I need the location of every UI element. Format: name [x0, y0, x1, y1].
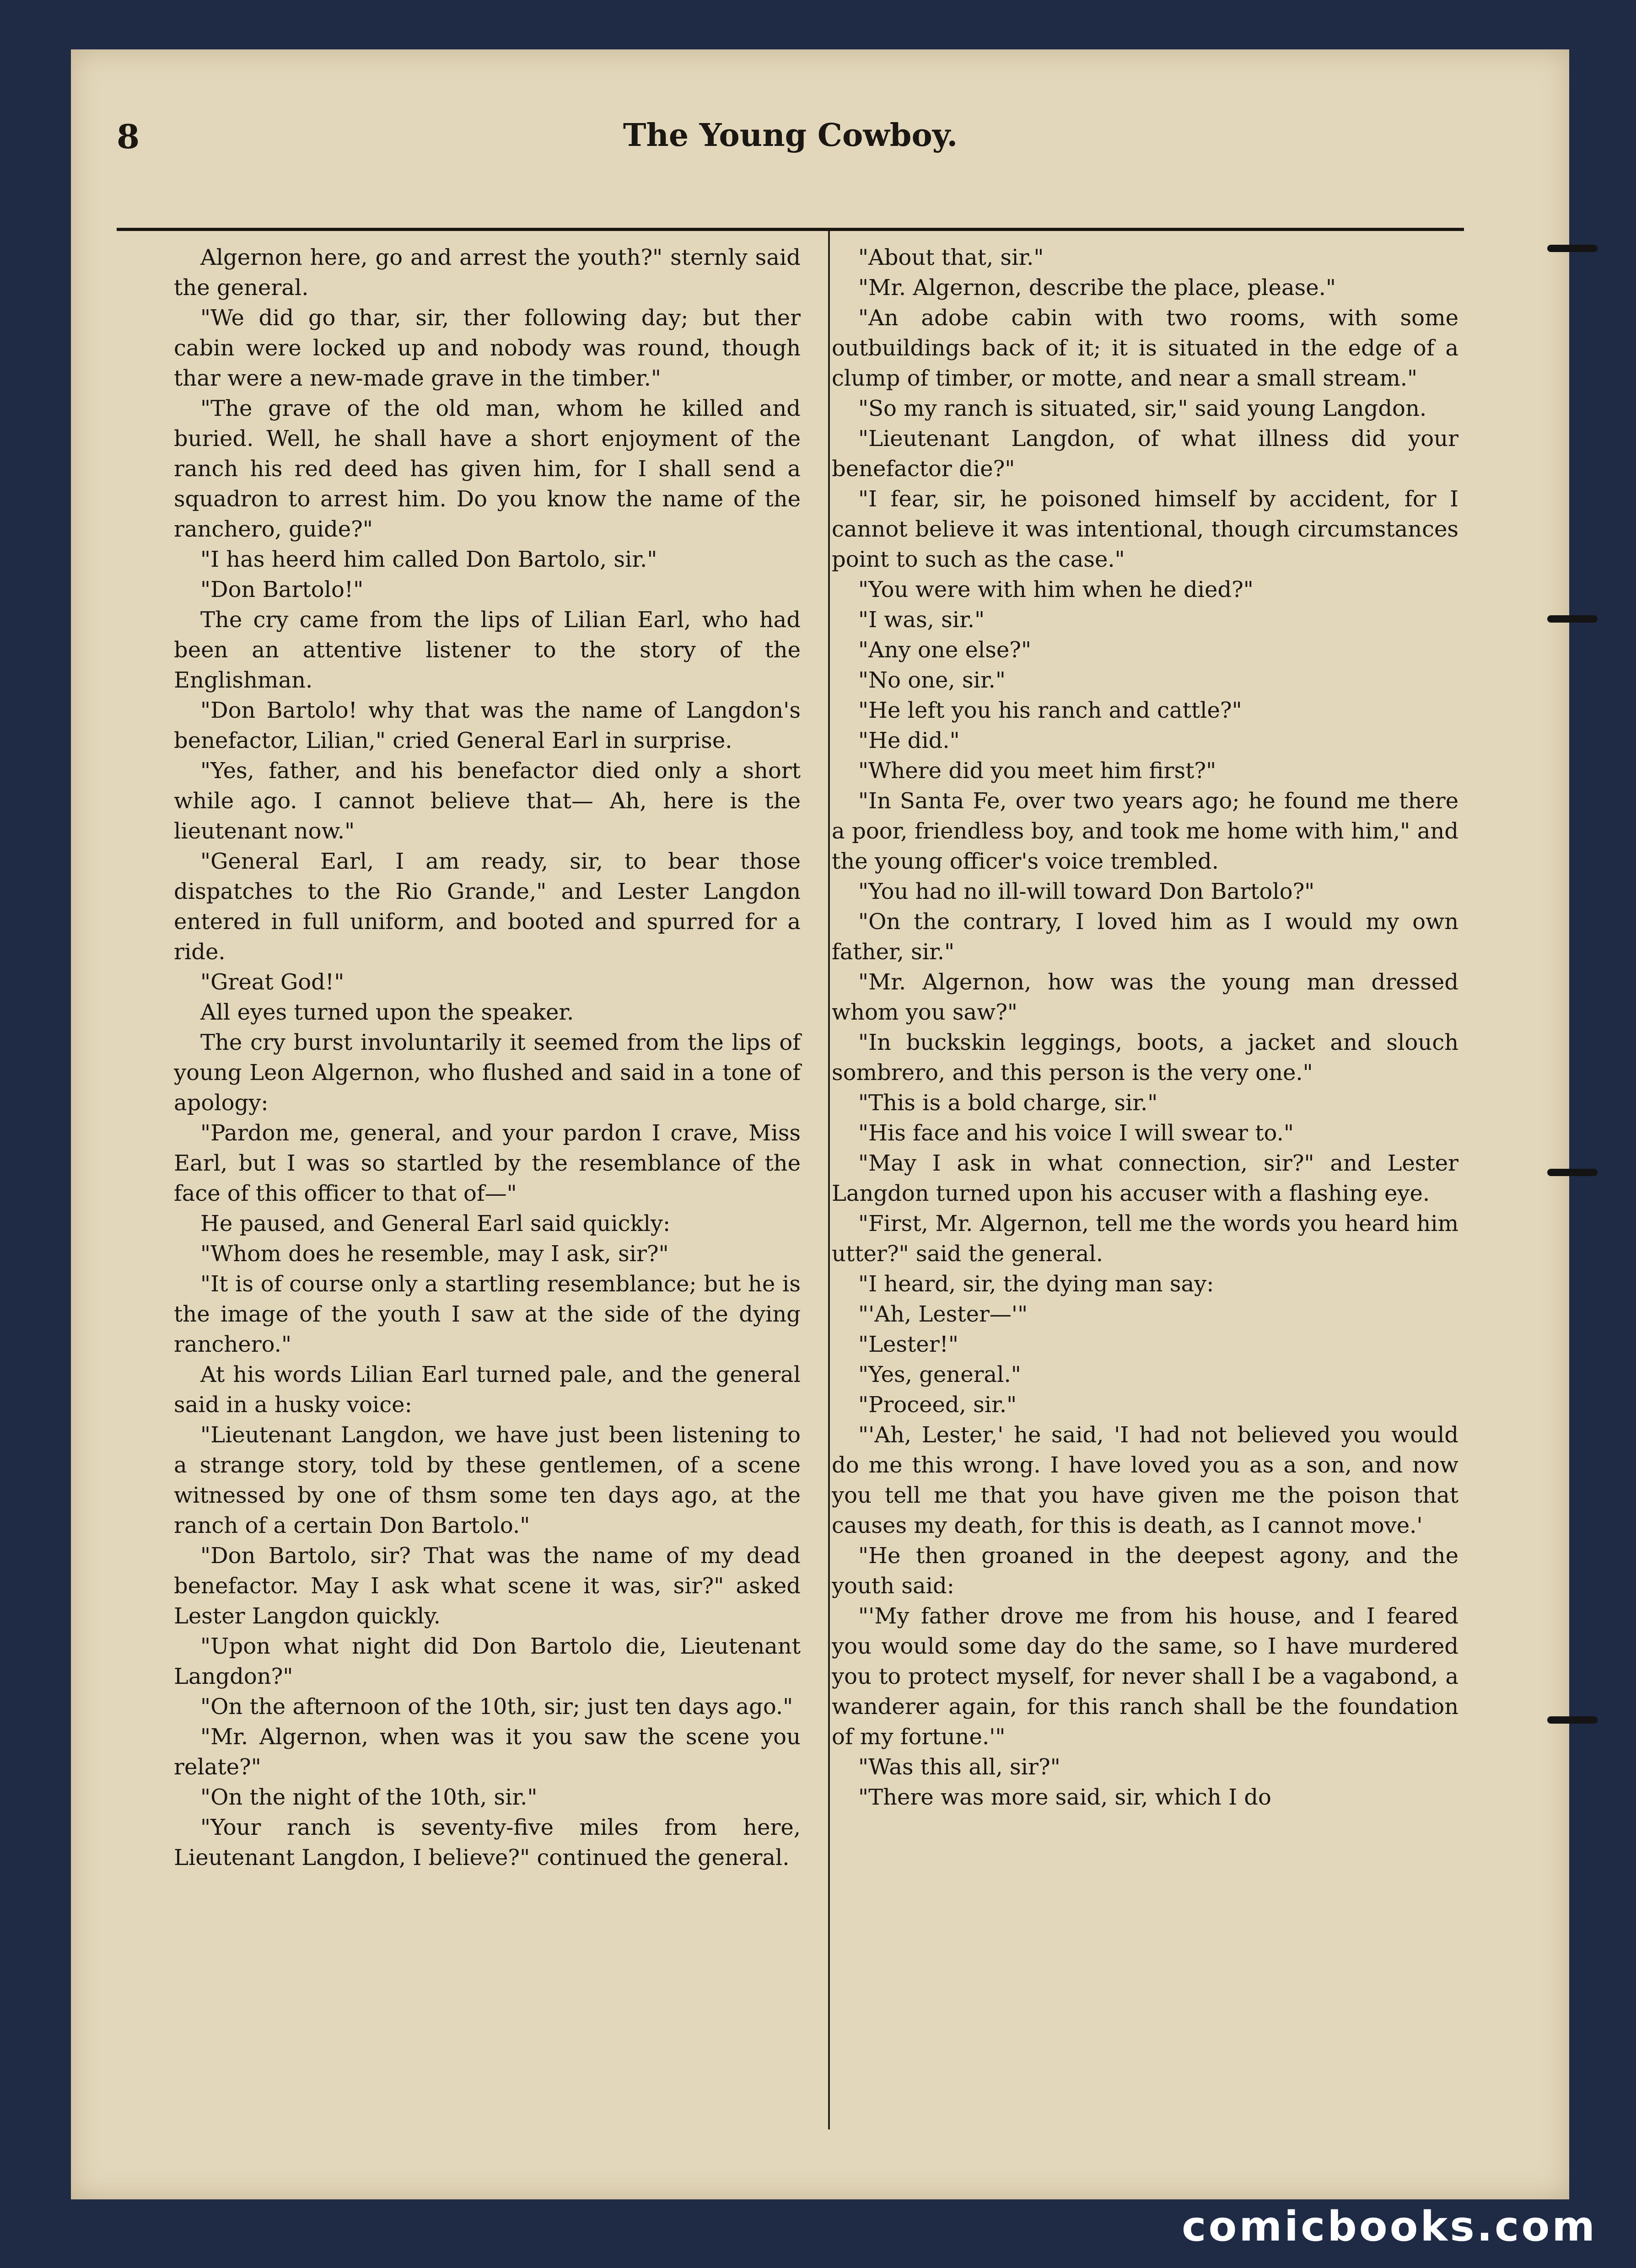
paragraph: "Lester!" [858, 1332, 958, 1357]
paragraph: "In buckskin leggings, boots, a jacket and slouch sombrero, and this person is the very one." [832, 1030, 1458, 1086]
paragraph: "'My father drove me from his house, and I feared you would some day do the same, so I have murdered you to protect myself, for never shall I be a vagabond, a wanderer again, for this ranch shall be the foundation of my fortune.'" [832, 1603, 1458, 1750]
staple-hole [1547, 1716, 1598, 1724]
header-rule [117, 228, 1464, 231]
paragraph: "He did." [858, 728, 960, 753]
paragraph: "You had no ill-will toward Don Bartolo?" [858, 879, 1315, 904]
staple-hole [1547, 245, 1598, 252]
page-header [117, 117, 1464, 186]
paragraph: "This is a bold charge, sir." [858, 1090, 1158, 1116]
paragraph: "He then groaned in the deepest agony, and the youth said: [832, 1543, 1458, 1599]
paragraph: "I has heerd him called Don Bartolo, sir." [200, 547, 657, 572]
paragraph: "Your ranch is seventy-five miles from here, Lieutenant Langdon, I believe?" continued the general. [174, 1815, 801, 1870]
paragraph: "Upon what night did Don Bartolo die, Lieutenant Langdon?" [174, 1634, 801, 1689]
paragraph: Algernon here, go and arrest the youth?" sternly said the general. [174, 245, 801, 301]
paragraph: "Yes, general." [858, 1362, 1021, 1387]
paragraph: "Don Bartolo!" [200, 577, 364, 602]
paragraph: "Mr. Algernon, describe the place, please." [858, 275, 1336, 301]
paragraph: All eyes turned upon the speaker. [200, 1000, 574, 1025]
paragraph: "Yes, father, and his benefactor died only a short while ago. I cannot believe that— Ah, here is the lieutenant now." [174, 758, 801, 844]
paragraph: "Was this all, sir?" [858, 1754, 1060, 1780]
paragraph: "In Santa Fe, over two years ago; he found me there a poor, friendless boy, and took me home with him," and the young officer's voice trembled. [832, 788, 1458, 874]
paragraph: He paused, and General Earl said quickly: [200, 1211, 671, 1236]
paragraph: "'Ah, Lester,' he said, 'I had not believed you would do me this wrong. I have loved you as a son, and now you tell me that you have given me the poison that causes my death, for this is death, as I cannot move.' [832, 1422, 1458, 1538]
paragraph: "Don Bartolo! why that was the name of Langdon's benefactor, Lilian," cried General Earl in surprise. [174, 698, 801, 753]
paragraph: "On the contrary, I loved him as I would my own father, sir." [832, 909, 1458, 965]
paragraph: "You were with him when he died?" [858, 577, 1254, 602]
paragraph: "Mr. Algernon, how was the young man dressed whom you saw?" [832, 969, 1458, 1025]
running-title: The Young Cowboy. [623, 117, 958, 154]
paragraph: "Lieutenant Langdon, of what illness did your benefactor die?" [832, 426, 1458, 482]
left-column [174, 242, 801, 1873]
paragraph: "Any one else?" [858, 637, 1032, 663]
paragraph: "Whom does he resemble, may I ask, sir?" [200, 1241, 669, 1267]
paragraph: "No one, sir." [858, 667, 1006, 693]
paragraph: The cry burst involuntarily it seemed from the lips of young Leon Algernon, who flushed and said in a tone of apology: [174, 1030, 801, 1116]
paragraph: "Pardon me, general, and your pardon I crave, Miss Earl, but I was so startled by the resemblance of the face of this officer to that of—" [174, 1120, 801, 1206]
paragraph: The cry came from the lips of Lilian Earl, who had been an attentive listener to the story of the Englishman. [174, 607, 801, 693]
paragraph: "Where did you meet him first?" [858, 758, 1216, 784]
column-divider [828, 231, 830, 2129]
paragraph: At his words Lilian Earl turned pale, and the general said in a husky voice: [174, 1362, 801, 1418]
paragraph: "Proceed, sir." [858, 1392, 1017, 1418]
paragraph: "About that, sir." [858, 245, 1044, 270]
paragraph: "First, Mr. Algernon, tell me the words you heard him utter?" said the general. [832, 1211, 1458, 1267]
paragraph: "It is of course only a startling resemblance; but he is the image of the youth I saw at the side of the dying ranchero." [174, 1271, 801, 1357]
staple-hole [1547, 1169, 1598, 1176]
paragraph: "General Earl, I am ready, sir, to bear those dispatches to the Rio Grande," and Lester Langdon entered in full uniform, and booted and spurred for a ride. [174, 849, 801, 965]
paragraph: "I was, sir." [858, 607, 985, 633]
paragraph: "There was more said, sir, which I do [858, 1784, 1271, 1810]
staple-hole [1547, 615, 1598, 623]
paragraph: "Great God!" [200, 969, 344, 995]
paragraph: "He left you his ranch and cattle?" [858, 698, 1242, 723]
paragraph: "Lieutenant Langdon, we have just been listening to a strange story, told by these gentlemen, of a scene witnessed by one of thsm some ten days ago, at the ranch of a certain Don Bartolo." [174, 1422, 801, 1538]
right-column [832, 242, 1458, 1812]
paragraph: "The grave of the old man, whom he killed and buried. Well, he shall have a short enjoyment of the ranch his red deed has given him, for I shall send a squadron to arrest him. Do you know the name of the ranchero, guide?" [174, 396, 801, 542]
paragraph: "So my ranch is situated, sir," said young Langdon. [858, 396, 1427, 421]
paragraph: "I fear, sir, he poisoned himself by accident, for I cannot believe it was intentional, though circumstances point to such as the case." [832, 486, 1458, 572]
paragraph: "On the night of the 10th, sir." [200, 1784, 538, 1810]
paragraph: "On the afternoon of the 10th, sir; just ten days ago." [200, 1694, 793, 1720]
paragraph: "I heard, sir, the dying man say: [858, 1271, 1214, 1297]
paragraph: "Mr. Algernon, when was it you saw the scene you relate?" [174, 1724, 801, 1780]
paragraph: "His face and his voice I will swear to." [858, 1120, 1294, 1146]
paragraph: "May I ask in what connection, sir?" and Lester Langdon turned upon his accuser with a flashing eye. [832, 1150, 1458, 1206]
paragraph: "We did go thar, sir, ther following day; but ther cabin were locked up and nobody was round, though thar were a new-made grave in the timber." [174, 305, 801, 391]
paragraph: "An adobe cabin with two rooms, with some outbuildings back of it; it is situated in the edge of a clump of timber, or motte, and near a small stream." [832, 305, 1458, 391]
page-number: 8 [117, 117, 140, 156]
paragraph: "'Ah, Lester—'" [858, 1301, 1028, 1327]
watermark: comicbooks.com [1182, 2203, 1597, 2251]
paragraph: "Don Bartolo, sir? That was the name of my dead benefactor. May I ask what scene it was, sir?" asked Lester Langdon quickly. [174, 1543, 801, 1629]
